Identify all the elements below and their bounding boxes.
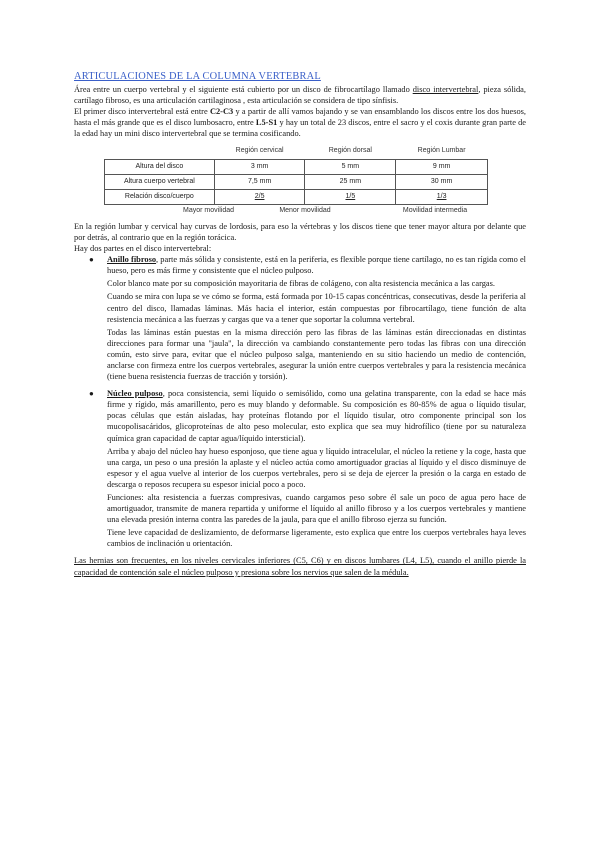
table-header: Región Lumbar bbox=[417, 147, 466, 155]
bullet-icon: ● bbox=[89, 255, 94, 265]
list-item-nucleo: ● Núcleo pulposo, poca consistencia, semi líquido o semisólido, como una gelatina transparente, con la edad se hace más firme y rígido, más amarillento, pero es muy blando y deformable. Su composición es 80-85% de agua o líquido tisular, pocas células que están aisladas, hay proteínas flotando por el líquido tisular, otro componente principal son los mucopolisacáridos, glicoproteínas de alto peso molecular, esto explica que sea muy hidrofílico (tiene por su naturaleza química gran capacidad de captar agua/líquido intersticial). Arriba y abajo del núcleo hay hueso esponjoso, que tiene agua y líquido intracelular, el núcleo la retiene y la coge, hasta que una carga, un peso o una presión la aplaste y el núcleo actúa como amortiguador gracias al líquido y el disco disminuye de espesor y el agua vuelve al interior de los cuerpos vertebrales, pero si se deja de ejercer la presión o la carga en estado de descarga o reposos recupera su espesor inicial poco a poco. Funciones: alta resistencia a fuerzas compresivas, cuando cargamos peso sobre él sale un poco de agua pero hace de amortiguador, transmite de manera repartida y uniforme el líquido al anillo fibroso y a los cuerpos vertebrales y mantiene una elevada presión interna contra las paredes de la jaula, para que el anillo fibroso ejerza su función. Tiene leve capacidad de deslizamiento, de deformarse ligeramente, esto explica que entre los cuerpos vertebrales haya leves cambios de inclinación u orientación. bbox=[89, 389, 526, 549]
table-cell: 3 mm bbox=[214, 159, 305, 174]
table-header: Región cervical bbox=[235, 147, 284, 155]
table-header-row bbox=[105, 143, 488, 159]
table-cell: 1/5 bbox=[305, 189, 396, 204]
list-item-anillo: ● Anillo fibroso, parte más sólida y consistente, está en la periferia, es flexible porque tiene cartílago, no es tan rígida como el hueso, pero es más firme y consistente que el núcleo pulposo. Color blanco mate por su composición mayoritaria de fibras de colágeno, con alta resistencia mecánica a las cargas. Cuando se mira con lupa se ve cómo se forma, está formada por 10-15 capas concéntricas, consecutivas, desde la periferia al centro del disco, llamadas láminas. Más hacia el interior, están compuestas por fibrocartílago, tiene función de alta resistencia mecánica a las fuerzas y cargas que va a tener que soportar la columna vertebral. Todas las láminas están puestas en la misma dirección pero las fibras de las láminas están direccionadas en distintas direcciones para formar una "jaula", la dirección va cambiando constantemente pero todas las fibras con una dirección común, esto sirve para, evitar que el núcleo pulposo salga, manteniendo en su sitio haciendo un medio de contención, anclarse con firmeza entre los cuerpos vertebrales, asegurar la unión entre cuerpos vertebrales y para la resistencia mecánica (tiene buena resistencia fuerzas de tracción y torsión). bbox=[89, 255, 526, 382]
table-row bbox=[105, 174, 488, 189]
disc-parts-list bbox=[74, 254, 526, 549]
anillo-p2: Cuando se mira con lupa se ve cómo se forma, está formada por 10-15 capas concéntricas, consecutivas, desde la periferia al centro del disco, llamadas láminas. Más hacia el interior, están compuestas por fibrocartílago, tiene función de alta resistencia mecánica a las fuerzas y cargas que va a tener que soportar la columna vertebral. bbox=[107, 292, 526, 324]
bullet-icon: ● bbox=[89, 389, 94, 399]
anillo-term: Anillo fibroso bbox=[107, 255, 157, 265]
table-cell: 2/5 bbox=[214, 189, 305, 204]
table-cell: 9 mm bbox=[396, 159, 488, 174]
mobility-label: Mayor movilidad bbox=[183, 206, 234, 214]
table-cell: 5 mm bbox=[305, 159, 396, 174]
nucleo-p2: Funciones: alta resistencia a fuerzas compresivas, cuando cargamos peso sobre él sale un poco de agua pero hace de amortiguador, transmite de manera repartida y uniforme el líquido al anillo fibroso y a los cuerpos vertebrales y mantiene una elevada presión interna contra las paredes de la jaula, para que el anillo fibroso ejerza su función. bbox=[107, 493, 526, 525]
table-cell: 25 mm bbox=[305, 174, 396, 189]
hernias-paragraph: Las hernias son frecuentes, en los niveles cervicales inferiores (C5, C6) y en discos lumbares (L4, L5), cuando el anillo pierde la capacidad de contención sale el núcleo pulposo y presiona sobre los nervios que salen de la médula. bbox=[74, 556, 526, 577]
table-cell: 1/3 bbox=[396, 189, 488, 204]
table-cell: 7,5 mm bbox=[214, 174, 305, 189]
table-cell: 30 mm bbox=[396, 174, 488, 189]
disco-intervertebral-term: disco intervertebral bbox=[412, 85, 479, 94]
table-row-label: Relación disco/cuerpo bbox=[105, 189, 215, 204]
intro-paragraph-1: Área entre un cuerpo vertebral y el siguiente está cubierto por un disco de fibrocartílago llamado disco intervertebral, pieza sólida, cartílago fibroso, es una articulación cartilaginosa , esta articulación se considera de tipo sínfisis. bbox=[74, 85, 526, 106]
nucleo-p3: Tiene leve capacidad de deslizamiento, de deformarse ligeramente, esto explica que entre los cuerpos vertebrales haya leves cambios de inclinación u orientación. bbox=[107, 528, 526, 549]
table-row bbox=[105, 189, 488, 204]
intro-paragraph-2: El primer disco intervertebral está entre C2-C3 y a partir de allí vamos bajando y se van ensamblando los discos entre los dos huesos, hasta el más grande que es el disco lumbosacro, entre L5-S1 y hay un total de 23 discos, entre el sacro y el coxis durante gran parte de la edad hay un mini disco intervertebral que se termina cosificando. bbox=[74, 107, 527, 139]
table-row bbox=[105, 159, 488, 174]
table-row-label: Altura del disco bbox=[105, 159, 215, 174]
table-header: Región dorsal bbox=[328, 147, 372, 155]
mobility-row bbox=[104, 205, 518, 215]
table-row-label: Altura cuerpo vertebral bbox=[105, 174, 215, 189]
anillo-p1: Color blanco mate por su composición mayoritaria de fibras de colágeno, con alta resistencia mecánica a las cargas. bbox=[107, 279, 495, 289]
nucleo-p1: Arriba y abajo del núcleo hay hueso esponjoso, que tiene agua y líquido intracelular, el núcleo la retiene y la coge, hasta que una carga, un peso o una presión la aplaste y el núcleo actúa como amortiguador gracias al líquido y el disco disminuye de espesor y el agua vuelve al interior de los cuerpos vertebrales, pero si se deja de ejercer la presión o la carga en estado de descarga o reposos recupera su espesor inicial poco a poco. bbox=[107, 446, 526, 489]
anillo-p3: Todas las láminas están puestas en la misma dirección pero las fibras de las láminas están direccionadas en distintas direcciones para formar una "jaula", la dirección va cambiando constantemente pero todas las fibras con una dirección común, esto sirve para, evitar que el núcleo pulposo salga, manteniendo en su sitio haciendo un medio de contención, anclarse con firmeza entre los cuerpos vertebrales, asegurar la unión entre cuerpos vertebrales y para la resistencia mecánica (tiene buena resistencia fuerzas de tracción y torsión). bbox=[107, 327, 526, 382]
mobility-label: Movilidad intermedia bbox=[402, 206, 468, 214]
parts-intro: Hay dos partes en el disco intervertebral: bbox=[74, 244, 212, 254]
nucleo-term: Núcleo pulposo bbox=[107, 389, 163, 399]
mobility-label: Menor movilidad bbox=[279, 206, 331, 214]
disc-table bbox=[104, 143, 488, 204]
document-content bbox=[74, 71, 526, 578]
lordosis-paragraph: En la región lumbar y cervical hay curvas de lordosis, para eso la vértebras y los discos tiene que tener mayor altura por delante que por detrás, al contrario que en la región torácica. bbox=[74, 221, 526, 242]
page-title: ARTICULACIONES DE LA COLUMNA VERTEBRAL bbox=[74, 71, 321, 82]
